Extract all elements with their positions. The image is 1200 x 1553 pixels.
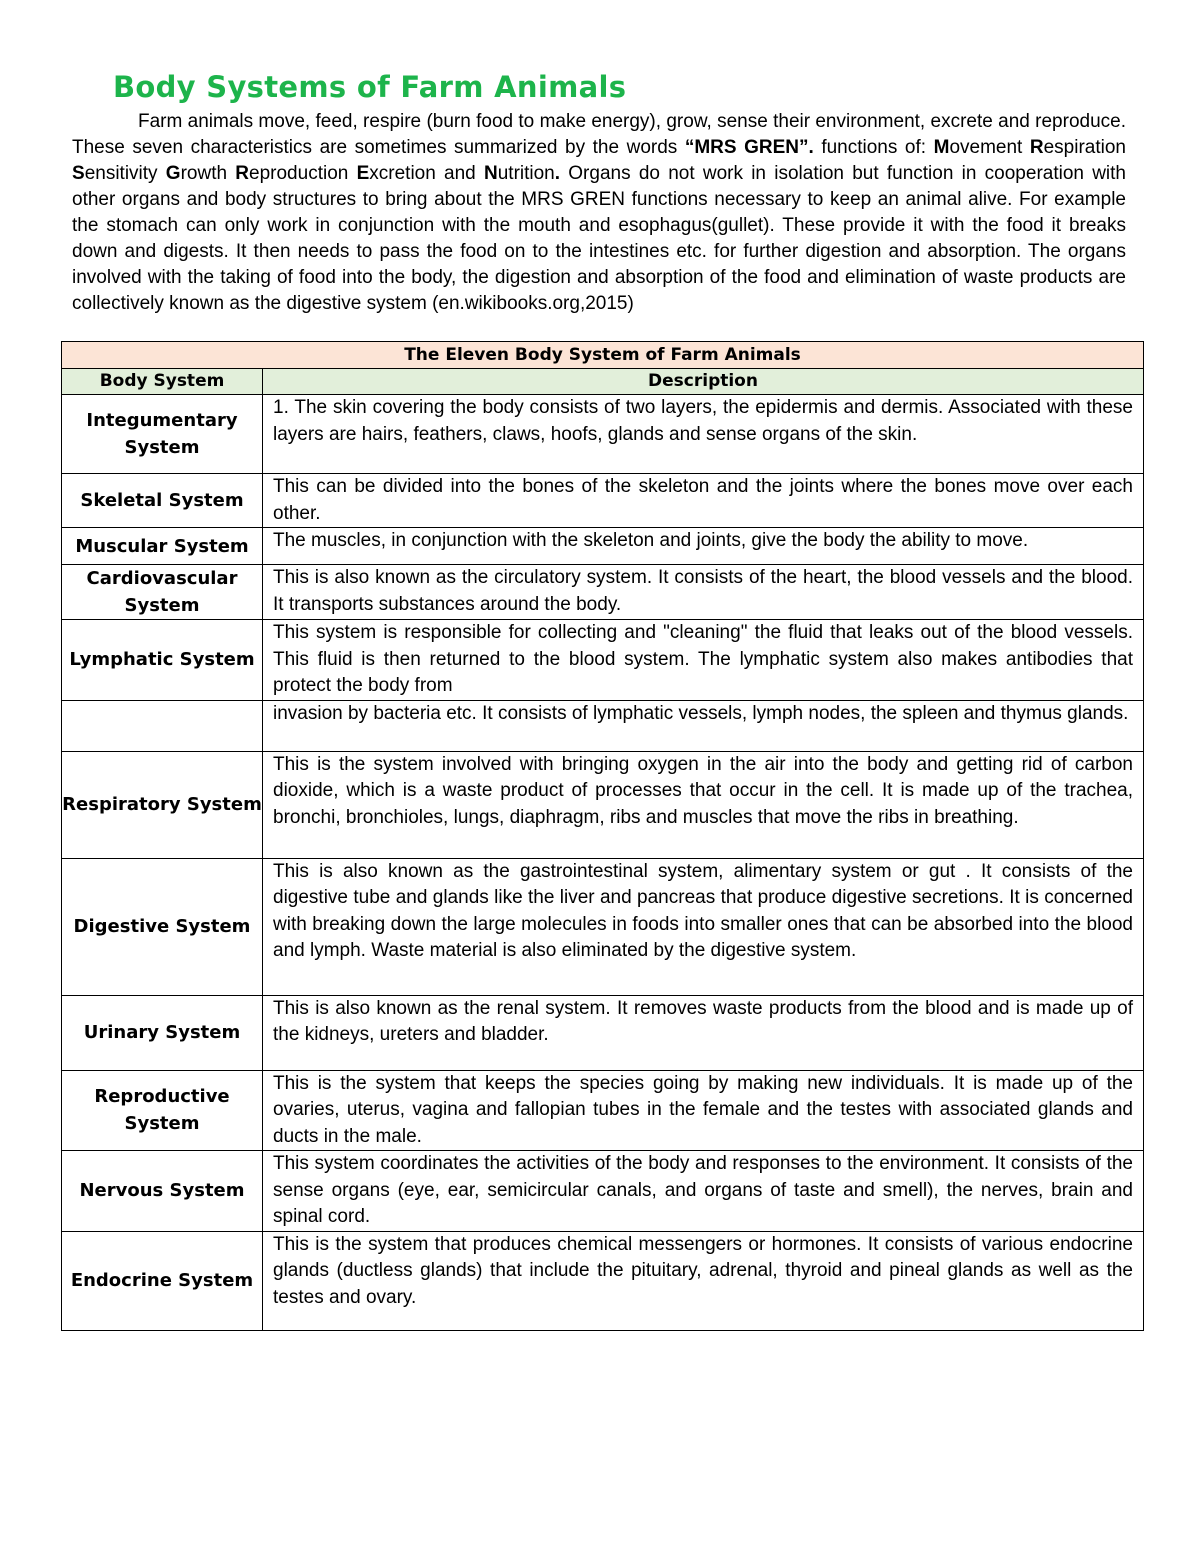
function-initial: G — [165, 163, 181, 184]
system-name-cell: Urinary System — [62, 995, 263, 1070]
function-initial: N — [483, 163, 498, 184]
table-row — [62, 1231, 1144, 1330]
column-header-description: Description — [263, 369, 1144, 395]
intro-paragraph — [72, 109, 1126, 317]
system-name-cell: Skeletal System — [62, 474, 263, 528]
table-row — [62, 395, 1144, 474]
function-initial: E — [356, 163, 370, 184]
system-description-cell: This system coordinates the activities of the body and responses to the environment. It consists of the sense organs (eye, ear, semicircular canals, and organs of taste and smell), the nerves, brain and spinal cord. — [263, 1151, 1144, 1232]
system-description-cell: The muscles, in conjunction with the skeleton and joints, give the body the ability to move. — [263, 528, 1144, 565]
system-name-cell — [62, 700, 263, 751]
table-row — [62, 620, 1144, 701]
function-initial: R — [235, 163, 250, 184]
intro-text-2: functions of: — [813, 137, 934, 158]
system-name-cell: Nervous System — [62, 1151, 263, 1232]
table-caption-row — [62, 342, 1144, 369]
function-rest: espiration — [1043, 137, 1126, 158]
system-description-cell: This is also known as the renal system. It removes waste products from the blood and is made up of the kidneys, ureters and bladder. — [263, 995, 1144, 1070]
system-description-cell: invasion by bacteria etc. It consists of lymphatic vessels, lymph nodes, the spleen and thymus glands. — [263, 700, 1144, 751]
system-description-cell: 1. The skin covering the body consists of two layers, the epidermis and dermis. Associated with these layers are hairs, feathers, claws, hoofs, glands and sense organs of the skin. — [263, 395, 1144, 474]
function-rest: ensitivity — [84, 163, 166, 184]
table-row — [62, 751, 1144, 858]
function-rest: eproduction — [249, 163, 357, 184]
mrs-gren-term: “MRS GREN”. — [684, 137, 814, 158]
table-row — [62, 474, 1144, 528]
system-name-cell: Reproductive System — [62, 1070, 263, 1151]
system-name-cell: Integumentary System — [62, 395, 263, 474]
system-description-cell: This is the system that produces chemical messengers or hormones. It consists of various endocrine glands (ductless glands) that include the pituitary, adrenal, thyroid and pineal glands as well as the testes and ovary. — [263, 1231, 1144, 1330]
table-row — [62, 1070, 1144, 1151]
system-description-cell: This is the system involved with bringing oxygen in the air into the body and getting rid of carbon dioxide, which is a waste product of processes that occur in the cell. It is made up of the trachea, bronchi, bronchioles, lungs, diaphragm, ribs and muscles that move the ribs in breathing. — [263, 751, 1144, 858]
functions-period: . — [554, 163, 561, 184]
function-initial: M — [933, 137, 950, 158]
function-initial: S — [72, 163, 85, 184]
system-description-cell: This system is responsible for collecting and "cleaning" the fluid that leaks out of the blood vessels. This fluid is then returned to the blood system. The lymphatic system also makes antibodies that protect the body from — [263, 620, 1144, 701]
function-rest: xcretion and — [369, 163, 484, 184]
system-name-cell: Respiratory System — [62, 751, 263, 858]
table-caption: The Eleven Body System of Farm Animals — [62, 342, 1144, 369]
function-rest: utrition — [497, 163, 555, 184]
table-row — [62, 995, 1144, 1070]
system-name-cell: Muscular System — [62, 528, 263, 565]
table-row — [62, 858, 1144, 995]
column-header-system: Body System — [62, 369, 263, 395]
function-rest: rowth — [180, 163, 236, 184]
body-systems-table — [61, 341, 1144, 1331]
table-row — [62, 565, 1144, 620]
page-title: Body Systems of Farm Animals — [113, 70, 627, 104]
table-row — [62, 1151, 1144, 1232]
intro-text-1: Farm animals move, feed, respire (burn food to make energy), grow, sense their environment, excrete and reproduce. These seven characteristics are sometimes summarized by the words — [72, 111, 1126, 158]
system-description-cell: This is also known as the gastrointestinal system, alimentary system or gut . It consists of the digestive tube and glands like the liver and pancreas that produce digestive secretions. It is concerned with breaking down the large molecules in foods into smaller ones that can be absorbed into the blood and lymph. Waste material is also eliminated by the digestive system. — [263, 858, 1144, 995]
intro-text-3: Organs do not work in isolation but function in cooperation with other organs and body structures to bring about the MRS GREN functions necessary to keep an animal alive. For example the stomach can only work in conjunction with the mouth and esophagus(gullet). These provide it with the food it breaks down and digests. It then needs to pass the food on to the intestines etc. for further digestion and absorption. The organs involved with the taking of food into the body, the digestion and absorption of the food and elimination of waste products are collectively known as the digestive system (en.wikibooks.org,2015) — [72, 163, 1126, 314]
function-initial: R — [1029, 137, 1044, 158]
system-description-cell: This is also known as the circulatory system. It consists of the heart, the blood vessels and the blood. It transports substances around the body. — [263, 565, 1144, 620]
table-row — [62, 700, 1144, 751]
system-description-cell: This can be divided into the bones of the skeleton and the joints where the bones move over each other. — [263, 474, 1144, 528]
table-header-row — [62, 369, 1144, 395]
system-description-cell: This is the system that keeps the species going by making new individuals. It is made up of the ovaries, uterus, vagina and fallopian tubes in the female and the testes with associated glands and ducts in the male. — [263, 1070, 1144, 1151]
system-name-cell: Lymphatic System — [62, 620, 263, 701]
function-rest: ovement — [949, 137, 1030, 158]
table-row — [62, 528, 1144, 565]
system-name-cell: Endocrine System — [62, 1231, 263, 1330]
system-name-cell: Cardiovascular System — [62, 565, 263, 620]
system-name-cell: Digestive System — [62, 858, 263, 995]
